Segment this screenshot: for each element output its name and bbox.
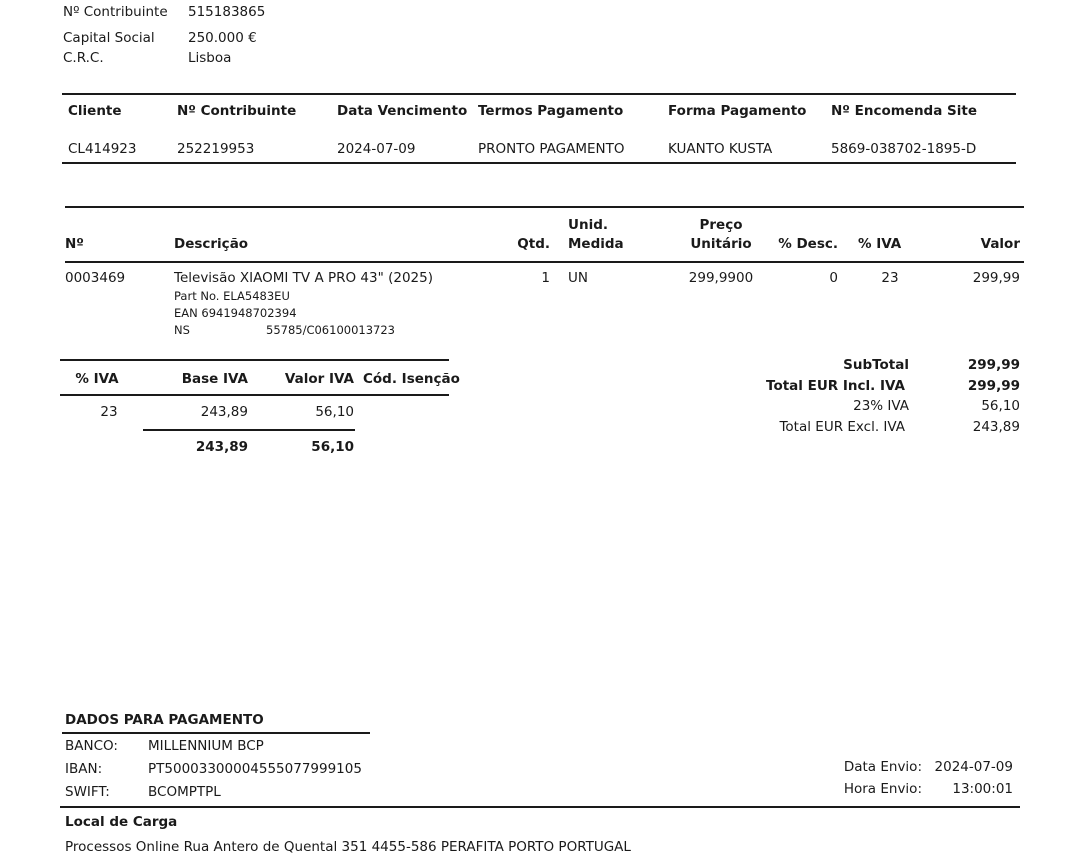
order-header-payment-method: Forma Pagamento bbox=[668, 103, 807, 119]
vat-row-value: 56,10 bbox=[315, 404, 354, 420]
items-header-description: Descrição bbox=[174, 236, 249, 252]
company-crc-label: C.R.C. bbox=[63, 50, 104, 66]
total-incl-vat-label: Total EUR Incl. IVA bbox=[766, 378, 905, 394]
payment-iban-value: PT50003300004555077999105 bbox=[148, 761, 362, 777]
divider bbox=[60, 359, 449, 361]
order-value-taxid: 252219953 bbox=[177, 141, 255, 157]
subtotal-value: 299,99 bbox=[967, 357, 1020, 373]
payment-bank-value: MILLENNIUM BCP bbox=[148, 738, 264, 754]
total-incl-vat-value: 299,99 bbox=[967, 378, 1020, 394]
vat-amount-value: 56,10 bbox=[981, 398, 1020, 414]
order-value-site-order: 5869-038702-1895-D bbox=[831, 141, 977, 157]
divider bbox=[143, 429, 355, 431]
company-crc-value: Lisboa bbox=[188, 50, 232, 66]
item-description: Televisão XIAOMI TV A PRO 43" (2025) bbox=[174, 270, 433, 286]
order-header-client: Cliente bbox=[68, 103, 122, 119]
company-capital-value: 250.000 € bbox=[188, 30, 257, 46]
items-header-discount: % Desc. bbox=[778, 236, 838, 252]
item-number: 0003469 bbox=[65, 270, 126, 286]
items-header-vat: % IVA bbox=[858, 236, 902, 252]
payment-title: DADOS PARA PAGAMENTO bbox=[65, 712, 264, 728]
vat-header-value: Valor IVA bbox=[284, 371, 354, 387]
items-header-value: Valor bbox=[980, 236, 1020, 252]
loading-title: Local de Carga bbox=[65, 814, 178, 830]
item-unit-price: 299,9900 bbox=[688, 270, 754, 286]
order-header-payment-terms: Termos Pagamento bbox=[478, 103, 624, 119]
total-excl-vat-value: 243,89 bbox=[972, 419, 1020, 435]
items-header-price-2: Unitário bbox=[690, 236, 752, 252]
payment-swift-label: SWIFT: bbox=[65, 784, 110, 800]
item-vat: 23 bbox=[881, 270, 899, 286]
shipping-date-value: 2024-07-09 bbox=[934, 759, 1013, 775]
subtotal-label: SubTotal bbox=[843, 357, 909, 373]
item-value: 299,99 bbox=[972, 270, 1020, 286]
items-header-unit-1: Unid. bbox=[568, 217, 608, 233]
items-header-unit-2: Medida bbox=[568, 236, 624, 252]
vat-row-base: 243,89 bbox=[200, 404, 248, 420]
vat-total-value: 56,10 bbox=[311, 439, 354, 455]
vat-total-base: 243,89 bbox=[195, 439, 248, 455]
items-header-number: Nº bbox=[65, 236, 84, 252]
vat-row-rate: 23 bbox=[100, 404, 118, 420]
divider bbox=[60, 394, 449, 396]
item-discount: 0 bbox=[829, 270, 838, 286]
divider bbox=[65, 206, 1024, 208]
divider bbox=[65, 261, 1024, 263]
items-header-qty: Qtd. bbox=[517, 236, 550, 252]
order-header-site-order: Nº Encomenda Site bbox=[831, 103, 977, 119]
vat-header-base: Base IVA bbox=[181, 371, 248, 387]
payment-bank-label: BANCO: bbox=[65, 738, 118, 754]
payment-swift-value: BCOMPTPL bbox=[148, 784, 221, 800]
divider bbox=[62, 93, 1016, 95]
vat-header-exemption: Cód. Isenção bbox=[363, 371, 460, 387]
shipping-date-label: Data Envio: bbox=[843, 759, 922, 775]
item-ean: EAN 6941948702394 bbox=[174, 306, 297, 320]
order-value-due-date: 2024-07-09 bbox=[337, 141, 416, 157]
company-taxid-label: Nº Contribuinte bbox=[63, 4, 168, 20]
payment-iban-label: IBAN: bbox=[65, 761, 103, 777]
order-header-due-date: Data Vencimento bbox=[337, 103, 468, 119]
total-excl-vat-label: Total EUR Excl. IVA bbox=[779, 419, 905, 435]
order-value-client: CL414923 bbox=[68, 141, 137, 157]
order-value-payment-terms: PRONTO PAGAMENTO bbox=[478, 141, 625, 157]
divider bbox=[62, 732, 370, 734]
company-capital-label: Capital Social bbox=[63, 30, 155, 46]
shipping-time-value: 13:00:01 bbox=[952, 781, 1013, 797]
item-ns-label: NS bbox=[174, 323, 190, 337]
divider bbox=[60, 806, 1020, 808]
item-part-number: Part No. ELA5483EU bbox=[174, 289, 290, 303]
items-header-price-1: Preço bbox=[699, 217, 743, 233]
shipping-time-label: Hora Envio: bbox=[843, 781, 922, 797]
divider bbox=[62, 162, 1016, 164]
item-ns-value: 55785/C06100013723 bbox=[266, 323, 395, 337]
item-qty: 1 bbox=[541, 270, 550, 286]
item-unit: UN bbox=[568, 270, 588, 286]
vat-amount-label: 23% IVA bbox=[853, 398, 909, 414]
order-header-taxid: Nº Contribuinte bbox=[177, 103, 297, 119]
order-value-payment-method: KUANTO KUSTA bbox=[668, 141, 773, 157]
loading-address: Processos Online Rua Antero de Quental 351 4455-586 PERAFITA PORTO PORTUGAL bbox=[65, 839, 631, 855]
company-taxid-value: 515183865 bbox=[188, 4, 266, 20]
vat-header-rate: % IVA bbox=[75, 371, 119, 387]
